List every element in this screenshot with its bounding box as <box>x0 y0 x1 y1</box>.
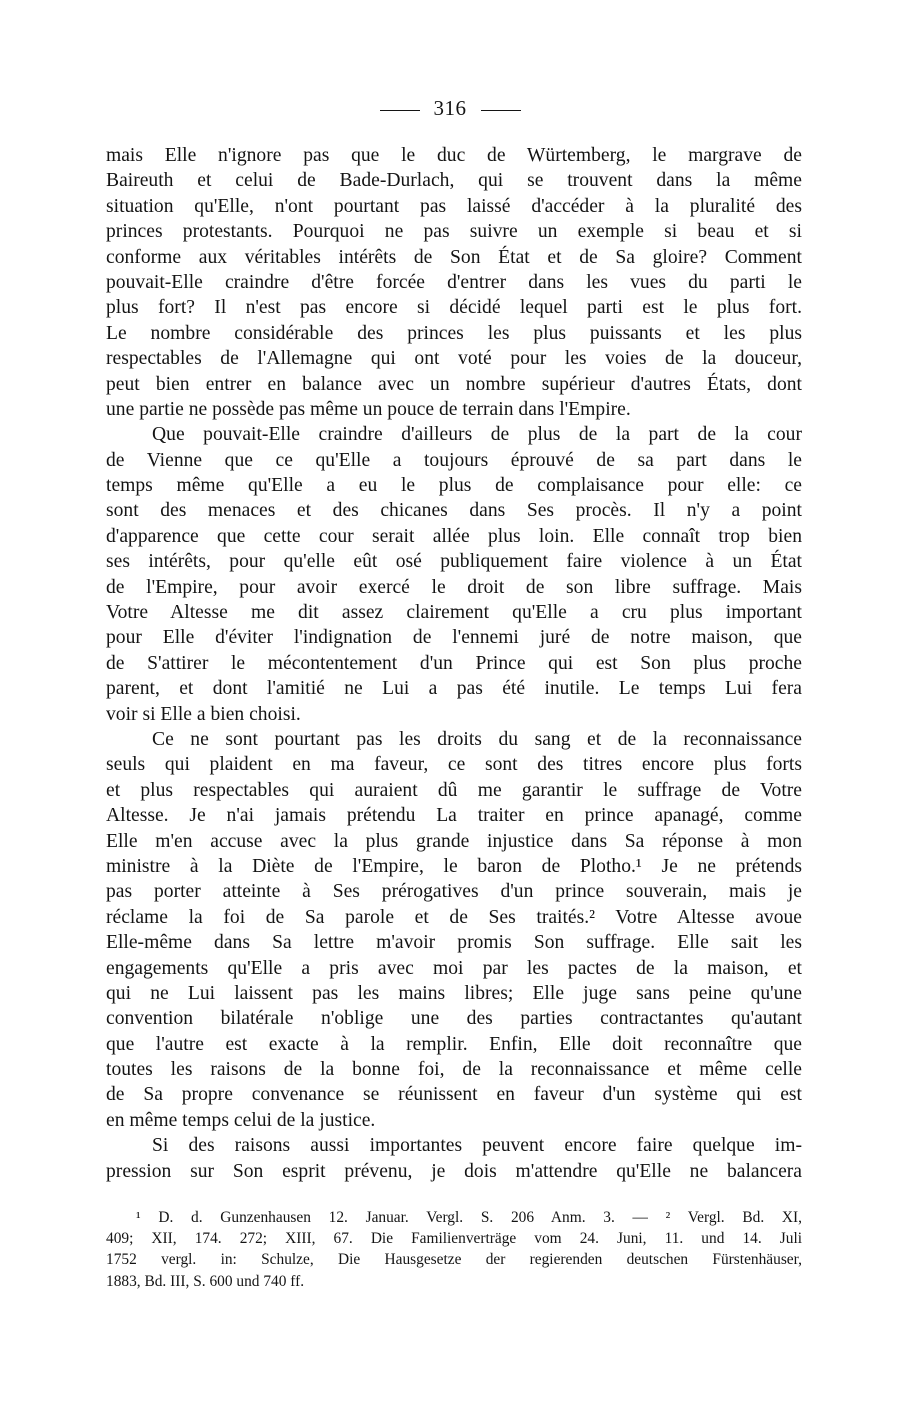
text-line: qui ne Lui laissent pas les mains libres; Elle juge sans peine qu'une <box>106 982 802 1004</box>
page-number: 316 <box>433 96 467 120</box>
text-line: Elle m'en accuse avec la plus grande injustice dans Sa réponse à mon <box>106 830 802 852</box>
footnote-line: 409; XII, 174. 272; XIII, 67. Die Familienverträge vom 24. Juni, 11. und 14. Juli <box>106 1230 802 1248</box>
footnote-line: 1883, Bd. III, S. 600 und 740 ff. <box>106 1272 305 1290</box>
text-line: Votre Altesse me dit assez clairement qu'Elle a cru plus important <box>106 602 802 624</box>
text-line: de l'Empire, pour avoir exercé le droit de son libre suffrage. Mais <box>106 576 802 598</box>
text-line: princes protestants. Pourquoi ne pas suivre un exemple si beau et si <box>106 221 802 243</box>
text-line: pour Elle d'éviter l'indignation de l'ennemi juré de notre maison, que <box>106 627 802 649</box>
paragraph-end-line: en même temps celui de la justice. <box>106 1109 376 1131</box>
paragraph-start-line: Ce ne sont pourtant pas les droits du sang et de la reconnaissance <box>152 728 802 750</box>
text-line: temps même qu'Elle a eu le plus de complaisance pour elle: ce <box>106 475 802 497</box>
footnotes <box>106 1207 802 1292</box>
text-line: ministre à la Diète de l'Empire, le baron de Plotho.¹ Je ne prétends <box>106 855 802 877</box>
text-line: toutes les raisons de la bonne foi, de la reconnaissance et même celle <box>106 1059 802 1081</box>
header-right-rule <box>481 110 521 111</box>
footnote-line: ¹ D. d. Gunzenhausen 12. Januar. Vergl. S. 206 Anm. 3. — ² Vergl. Bd. XI, <box>136 1209 802 1226</box>
paragraph-start-line: Que pouvait-Elle craindre d'ailleurs de plus de la part de la cour <box>152 424 802 446</box>
text-line: pas porter atteinte à Ses prérogatives d'un prince souverain, mais je <box>106 881 802 903</box>
text-line: convention bilatérale n'oblige une des parties contractantes qu'autant <box>106 1008 802 1030</box>
text-line: conforme aux véritables intérêts de Son État et de Sa gloire? Comment <box>106 246 802 268</box>
paragraph-end-line: une partie ne possède pas même un pouce de terrain dans l'Empire. <box>106 398 631 420</box>
page-header <box>0 94 900 122</box>
text-line: Elle-même dans Sa lettre m'avoir promis Son suffrage. Elle sait les <box>106 932 802 954</box>
header-left-rule <box>380 110 420 111</box>
text-line: peut bien entrer en balance avec un nombre supérieur d'autres États, dont <box>106 373 802 395</box>
text-line: engagements qu'Elle a pris avec moi par les pactes de la maison, et <box>106 957 802 979</box>
text-line: sont des menaces et des chicanes dans Ses procès. Il n'y a point <box>106 500 802 522</box>
text-line: mais Elle n'ignore pas que le duc de Würtemberg, le margrave de <box>106 145 802 166</box>
text-line: de S'attirer le mécontentement d'un Prince qui est Son plus proche <box>106 652 802 674</box>
text-line: ses intérêts, pour qu'elle eût osé publiquement faire violence à un État <box>106 551 802 573</box>
text-line: respectables de l'Allemagne qui ont voté pour les voies de la douceur, <box>106 348 802 370</box>
text-line: parent, et dont l'amitié ne Lui a pas été inutile. Le temps Lui fera <box>106 678 802 700</box>
paragraph-end-line: voir si Elle a bien choisi. <box>106 703 301 725</box>
text-line: pouvait-Elle craindre d'être forcée d'entrer dans les vues du parti le <box>106 271 802 293</box>
text-line: que l'autre est exacte à la remplir. Enfin, Elle doit reconnaître que <box>106 1033 802 1055</box>
text-line: et plus respectables qui auraient dû me garantir le suffrage de Votre <box>106 779 802 801</box>
text-line: Le nombre considérable des princes les plus puissants et les plus <box>106 322 802 344</box>
text-line: seuls qui plaident en ma faveur, ce sont des titres encore plus forts <box>106 754 802 776</box>
text-line: de Sa propre convenance se réunissent en faveur d'un système qui est <box>106 1084 802 1106</box>
paragraph-start-line: Si des raisons aussi importantes peuvent encore faire quelque im- <box>152 1135 802 1157</box>
text-line: pression sur Son esprit prévenu, je dois m'attendre qu'Elle ne balancera <box>106 1160 802 1182</box>
text-line: d'apparence que cette cour serait allée plus loin. Elle connaît trop bien <box>106 525 802 547</box>
text-line: réclame la foi de Sa parole et de Ses traités.² Votre Altesse avoue <box>106 906 802 928</box>
text-line: de Vienne que ce qu'Elle a toujours éprouvé de sa part dans le <box>106 449 802 471</box>
body-text <box>106 143 802 1184</box>
text-line: Baireuth et celui de Bade-Durlach, qui se trouvent dans la même <box>106 170 802 192</box>
footnote-line: 1752 vergl. in: Schulze, Die Hausgesetze der regierenden deutschen Fürstenhäuser, <box>106 1251 802 1269</box>
text-line: Altesse. Je n'ai jamais prétendu La traiter en prince apanagé, comme <box>106 805 802 827</box>
text-line: situation qu'Elle, n'ont pourtant pas laissé d'accéder à la pluralité des <box>106 195 802 217</box>
text-line: plus fort? Il n'est pas encore si décidé lequel parti est le plus fort. <box>106 297 802 319</box>
